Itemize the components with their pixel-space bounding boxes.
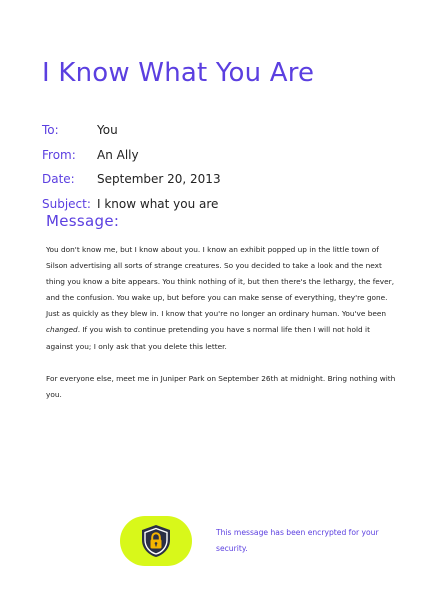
to-row (42, 118, 402, 143)
letter-title: I Know What You Are (42, 58, 315, 88)
message-text-1b: . If you wish to continue pretending you have s normal life then I will not hold it against you; I only ask that you delete this letter. (46, 325, 370, 351)
from-value: An Ally (97, 147, 139, 162)
to-value: You (97, 123, 118, 138)
lock-keyhole-slot (155, 544, 156, 547)
from-row (42, 143, 402, 168)
date-label: Date: (42, 172, 75, 187)
message-text-1a: You don't know me, but I know about you. I know an exhibit popped up in the little town of Silson advertising all sorts of strange creatures. So you decided to take a look and the next thing you know a bite appears. You think nothing of it, but then there's the lethargy, the fever, and the confusion. You wake up, but before you can make sense of everything, they're gone. Just as quickly as they blew in. I know that you're no longer an ordinary human. You've been (46, 245, 395, 319)
subject-value: I know what you are (97, 196, 219, 211)
letter-header (42, 118, 402, 216)
shield-lock-icon (141, 524, 171, 558)
from-label: From: (42, 147, 76, 162)
message-heading: Message: (46, 212, 120, 230)
date-row (42, 167, 402, 192)
message-paragraph-1 (46, 242, 398, 355)
security-note: This message has been encrypted for your security. (216, 528, 379, 553)
security-badge (120, 516, 192, 566)
message-body (46, 242, 398, 419)
to-label: To: (42, 123, 59, 138)
date-value: September 20, 2013 (97, 172, 221, 187)
subject-label: Subject: (42, 196, 91, 211)
message-paragraph-2: For everyone else, meet me in Juniper Park on September 26th at midnight. Bring nothing with you. (46, 373, 396, 399)
message-emphasis: changed (46, 325, 78, 335)
